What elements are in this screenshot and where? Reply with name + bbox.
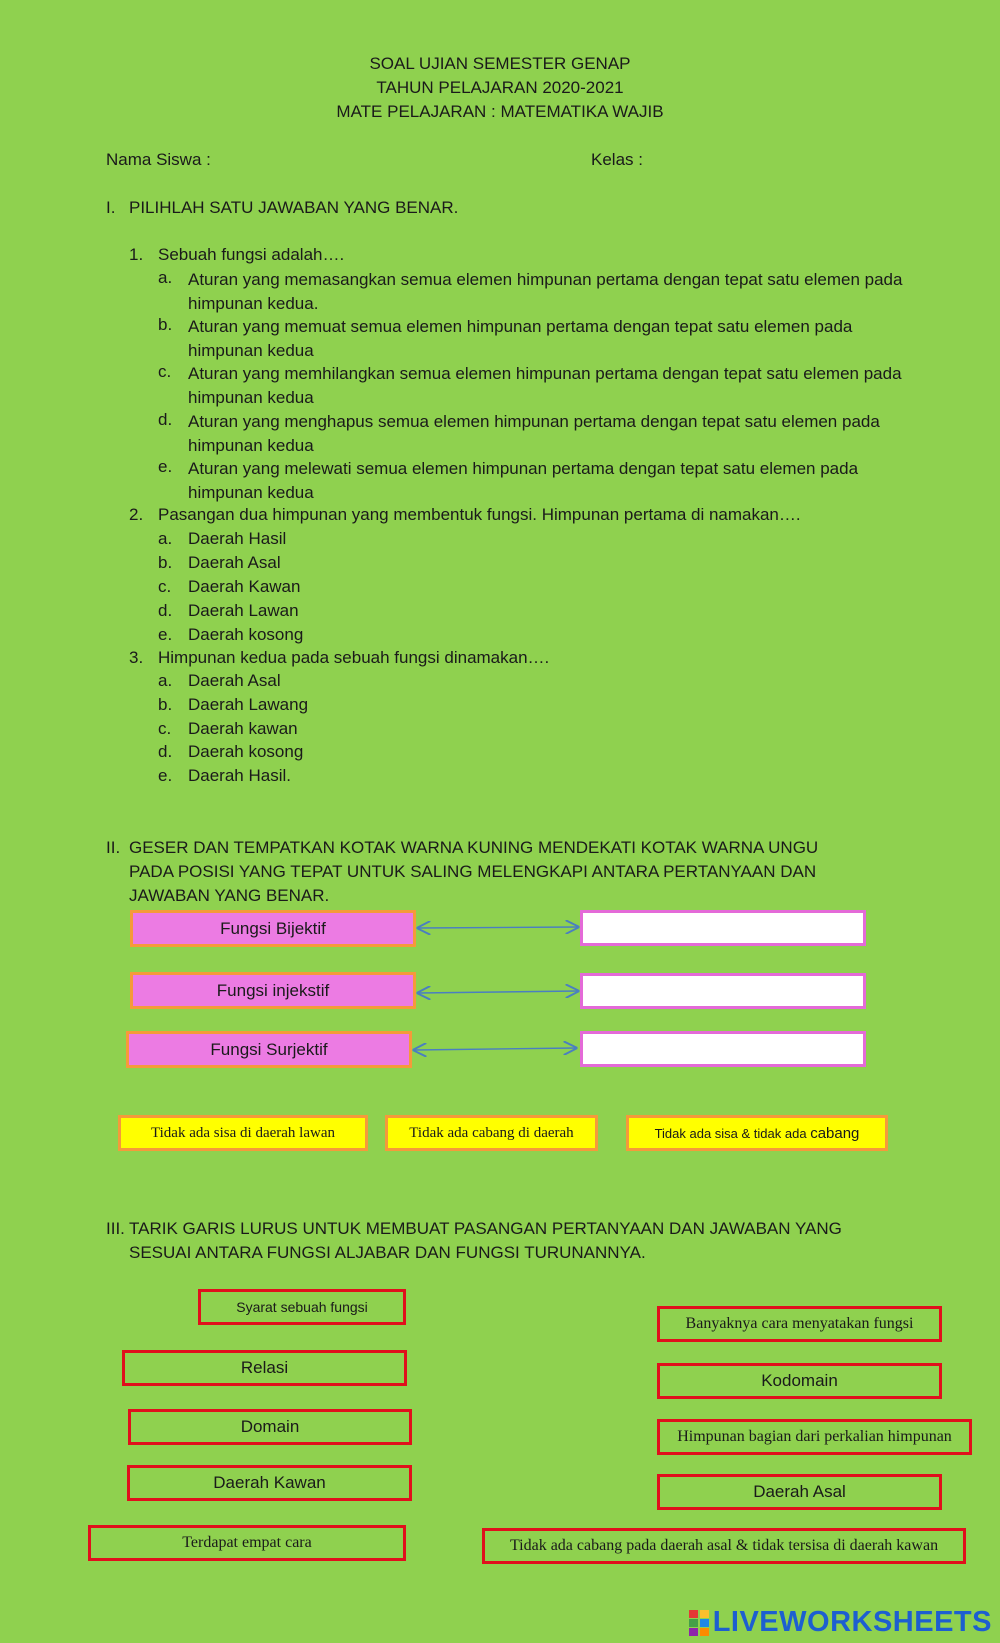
q3-option-letter: a. bbox=[158, 671, 173, 690]
q2-option-d[interactable]: Daerah Lawan bbox=[188, 601, 299, 620]
q1-option-letter: b. bbox=[158, 315, 173, 334]
section1-title: PILIHLAH SATU JAWABAN YANG BENAR. bbox=[129, 198, 459, 217]
q3-option-c[interactable]: Daerah kawan bbox=[188, 719, 298, 738]
liveworksheets-text: LIVEWORKSHEETS bbox=[712, 1606, 992, 1638]
right-item-daerah-asal[interactable]: Daerah Asal bbox=[657, 1474, 942, 1510]
q3-option-letter: b. bbox=[158, 695, 173, 714]
section1-number: I. bbox=[106, 198, 116, 217]
answer-tile-sisa[interactable]: Tidak ada sisa di daerah lawan bbox=[118, 1115, 368, 1151]
liveworksheets-logo bbox=[689, 1606, 992, 1639]
q2-option-letter: e. bbox=[158, 625, 173, 644]
section3-number: III. bbox=[106, 1219, 125, 1238]
student-name-label: Nama Siswa : bbox=[106, 150, 211, 169]
q1-option-letter: a. bbox=[158, 268, 173, 287]
answer-drop-zone-2[interactable] bbox=[580, 973, 866, 1009]
section2-number: II. bbox=[106, 838, 121, 857]
left-item-syarat[interactable]: Syarat sebuah fungsi bbox=[198, 1289, 406, 1325]
q1-text: Sebuah fungsi adalah…. bbox=[158, 245, 345, 264]
arrow-surjektif bbox=[414, 1048, 576, 1050]
left-item-daerah-kawan[interactable]: Daerah Kawan bbox=[127, 1465, 412, 1501]
q1-option-letter: c. bbox=[158, 362, 172, 381]
answer-tile-cabang[interactable]: Tidak ada cabang di daerah bbox=[385, 1115, 598, 1151]
q1-option-c[interactable]: Aturan yang memhilangkan semua elemen himpunan pertama dengan tepat satu elemen pada himpunan kedua bbox=[188, 364, 902, 407]
q3-option-b[interactable]: Daerah Lawang bbox=[188, 695, 309, 714]
answer-drop-zone-1[interactable] bbox=[580, 910, 866, 946]
q2-number: 2. bbox=[129, 505, 144, 524]
q2-option-letter: a. bbox=[158, 529, 173, 548]
section3-title-line-1: TARIK GARIS LURUS UNTUK MEMBUAT PASANGAN PERTANYAAN DAN JAWABAN YANG bbox=[129, 1219, 842, 1238]
q1-option-letter: d. bbox=[158, 410, 173, 429]
right-item-banyaknya-cara[interactable]: Banyaknya cara menyatakan fungsi bbox=[657, 1306, 942, 1342]
answer-drop-zone-3[interactable] bbox=[580, 1031, 866, 1067]
title-line-2: TAHUN PELAJARAN 2020-2021 bbox=[376, 78, 624, 97]
right-item-kodomain[interactable]: Kodomain bbox=[657, 1363, 942, 1399]
q3-option-letter: d. bbox=[158, 742, 173, 761]
liveworksheets-icon bbox=[689, 1610, 711, 1636]
q2-text: Pasangan dua himpunan yang membentuk fungsi. Himpunan pertama di namakan…. bbox=[158, 505, 801, 524]
title-line-1: SOAL UJIAN SEMESTER GENAP bbox=[369, 54, 631, 73]
q1-option-letter: e. bbox=[158, 457, 173, 476]
question-box-bijektif: Fungsi Bijektif bbox=[130, 910, 416, 947]
q3-option-letter: e. bbox=[158, 766, 173, 785]
arrow-injektif bbox=[418, 991, 578, 993]
q2-option-letter: d. bbox=[158, 601, 173, 620]
section3-title-line-2: SESUAI ANTARA FUNGSI ALJABAR DAN FUNGSI TURUNANNYA. bbox=[129, 1243, 646, 1262]
q2-option-a[interactable]: Daerah Hasil bbox=[188, 529, 287, 548]
right-item-himpunan-bagian[interactable]: Himpunan bagian dari perkalian himpunan bbox=[657, 1419, 972, 1455]
answer-tile-sisa-cabang[interactable] bbox=[626, 1115, 888, 1151]
q2-option-e[interactable]: Daerah kosong bbox=[188, 625, 304, 644]
q3-option-letter: c. bbox=[158, 719, 172, 738]
q3-text: Himpunan kedua pada sebuah fungsi dinamakan…. bbox=[158, 648, 550, 667]
section2-title-line-2: PADA POSISI YANG TEPAT UNTUK SALING MELENGKAPI ANTARA PERTANYAAN DAN bbox=[129, 862, 817, 881]
left-item-relasi[interactable]: Relasi bbox=[122, 1350, 407, 1386]
q2-option-c[interactable]: Daerah Kawan bbox=[188, 577, 301, 596]
q1-option-e[interactable]: Aturan yang melewati semua elemen himpunan pertama dengan tepat satu elemen pada himpunan kedua bbox=[188, 459, 859, 502]
q2-option-b[interactable]: Daerah Asal bbox=[188, 553, 281, 572]
q2-option-letter: b. bbox=[158, 553, 173, 572]
q3-option-a[interactable]: Daerah Asal bbox=[188, 671, 281, 690]
question-box-injektif: Fungsi injekstif bbox=[130, 972, 416, 1009]
left-item-domain[interactable]: Domain bbox=[128, 1409, 412, 1445]
left-item-empat-cara[interactable]: Terdapat empat cara bbox=[88, 1525, 406, 1561]
q1-option-d[interactable]: Aturan yang menghapus semua elemen himpunan pertama dengan tepat satu elemen pada himpunan kedua bbox=[188, 412, 880, 455]
title-line-3: MATE PELAJARAN : MATEMATIKA WAJIB bbox=[336, 102, 664, 121]
right-item-tidak-ada-cabang[interactable]: Tidak ada cabang pada daerah asal & tidak tersisa di daerah kawan bbox=[482, 1528, 966, 1564]
q1-option-a[interactable]: Aturan yang memasangkan semua elemen himpunan pertama dengan tepat satu elemen pada himpunan kedua. bbox=[188, 270, 903, 313]
arrow-bijektif bbox=[418, 927, 578, 928]
answer-tile-text: Tidak ada sisa & tidak ada bbox=[654, 1125, 811, 1141]
q3-number: 3. bbox=[129, 648, 144, 667]
q1-option-b[interactable]: Aturan yang memuat semua elemen himpunan pertama dengan tepat satu elemen pada himpunan kedua bbox=[188, 317, 853, 360]
answer-tile-text-end: cabang bbox=[810, 1124, 860, 1142]
q3-option-d[interactable]: Daerah kosong bbox=[188, 742, 304, 761]
section2-title-line-3: JAWABAN YANG BENAR. bbox=[129, 886, 330, 905]
q3-option-e[interactable]: Daerah Hasil. bbox=[188, 766, 291, 785]
q1-number: 1. bbox=[129, 245, 144, 264]
q2-option-letter: c. bbox=[158, 577, 172, 596]
section2-title-line-1: GESER DAN TEMPATKAN KOTAK WARNA KUNING MENDEKATI KOTAK WARNA UNGU bbox=[129, 838, 819, 857]
class-label: Kelas : bbox=[591, 150, 643, 169]
question-box-surjektif: Fungsi Surjektif bbox=[126, 1031, 412, 1068]
